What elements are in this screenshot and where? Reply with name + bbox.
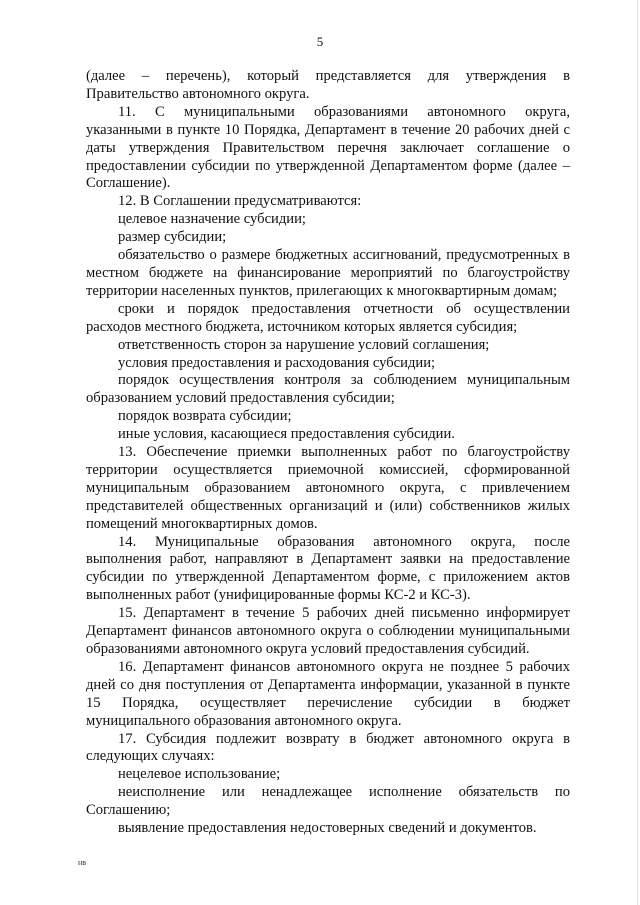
paragraph: 13. Обеспечение приемки выполненных работ по благоустройству территории осуществляется приемочной комиссией, сформированной муниципальным образованием автономного округа, с привлечением представителей общественных организаций и (или) собственников жилых помещений многоквартирных домов.	[86, 444, 570, 532]
paragraph: неисполнение или ненадлежащее исполнение обязательств по Соглашению;	[86, 784, 570, 819]
paragraph: 16. Департамент финансов автономного округа не позднее 5 рабочих дней со дня поступления от Департамента информации, указанной в пункте 15 Порядка, осуществляет перечисление субсидии в бюджет муниципального образования автономного округа.	[86, 658, 570, 729]
paragraph: целевое назначение субсидии;	[118, 211, 306, 228]
paragraph: обязательство о размере бюджетных ассигнований, предусмотренных в местном бюджете на финансирование мероприятий по благоустройству территории населенных пунктов, прилегающих к многоквартирным домам;	[86, 247, 570, 299]
paragraph: сроки и порядок предоставления отчетности об осуществлении расходов местного бюджета, источником которых является субсидия;	[86, 300, 570, 335]
paragraph: 15. Департамент в течение 5 рабочих дней письменно информирует Департамент финансов автономного округа о соблюдении муниципальными образованиями автономного округа условий предоставления субсидий.	[86, 605, 570, 657]
scan-edge-line	[637, 0, 638, 905]
paragraph: (далее – перечень), который представляется для утверждения в Правительство автономного округа.	[86, 68, 570, 102]
document-body	[86, 68, 570, 838]
page-number: 5	[316, 34, 324, 49]
paragraph: 12. В Соглашении предусматриваются:	[118, 193, 362, 210]
paragraph: ответственность сторон за нарушение условий соглашения;	[118, 336, 490, 353]
paragraph: выявление предоставления недостоверных сведений и документов.	[118, 820, 537, 837]
paragraph: условия предоставления и расходования субсидии;	[118, 354, 436, 371]
paragraph: нецелевое использование;	[118, 766, 281, 783]
paragraph: порядок возврата субсидии;	[118, 408, 292, 425]
footer-initials: нв	[78, 858, 87, 867]
paragraph: 11. С муниципальными образованиями автономного округа, указанными в пункте 10 Порядка, Департамент в течение 20 рабочих дней с даты утверждения Правительством перечня заключает соглашение о предоставлении субсидии по утвержденной Департаментом форме (далее – Соглашение).	[86, 103, 570, 192]
paragraph: 17. Субсидия подлежит возврату в бюджет автономного округа в следующих случаях:	[86, 730, 570, 765]
paragraph: иные условия, касающиеся предоставления субсидии.	[118, 426, 455, 443]
paragraph: порядок осуществления контроля за соблюдением муниципальным образованием условий предоставления субсидии;	[86, 372, 570, 407]
paragraph: размер субсидии;	[118, 229, 227, 246]
paragraph: 14. Муниципальные образования автономного округа, после выполнения работ, направляют в Департамент заявки на предоставление субсидии по утвержденной Департаментом форме, с приложением актов выполненных работ (унифицированные формы КС-2 и КС-3).	[86, 533, 570, 604]
